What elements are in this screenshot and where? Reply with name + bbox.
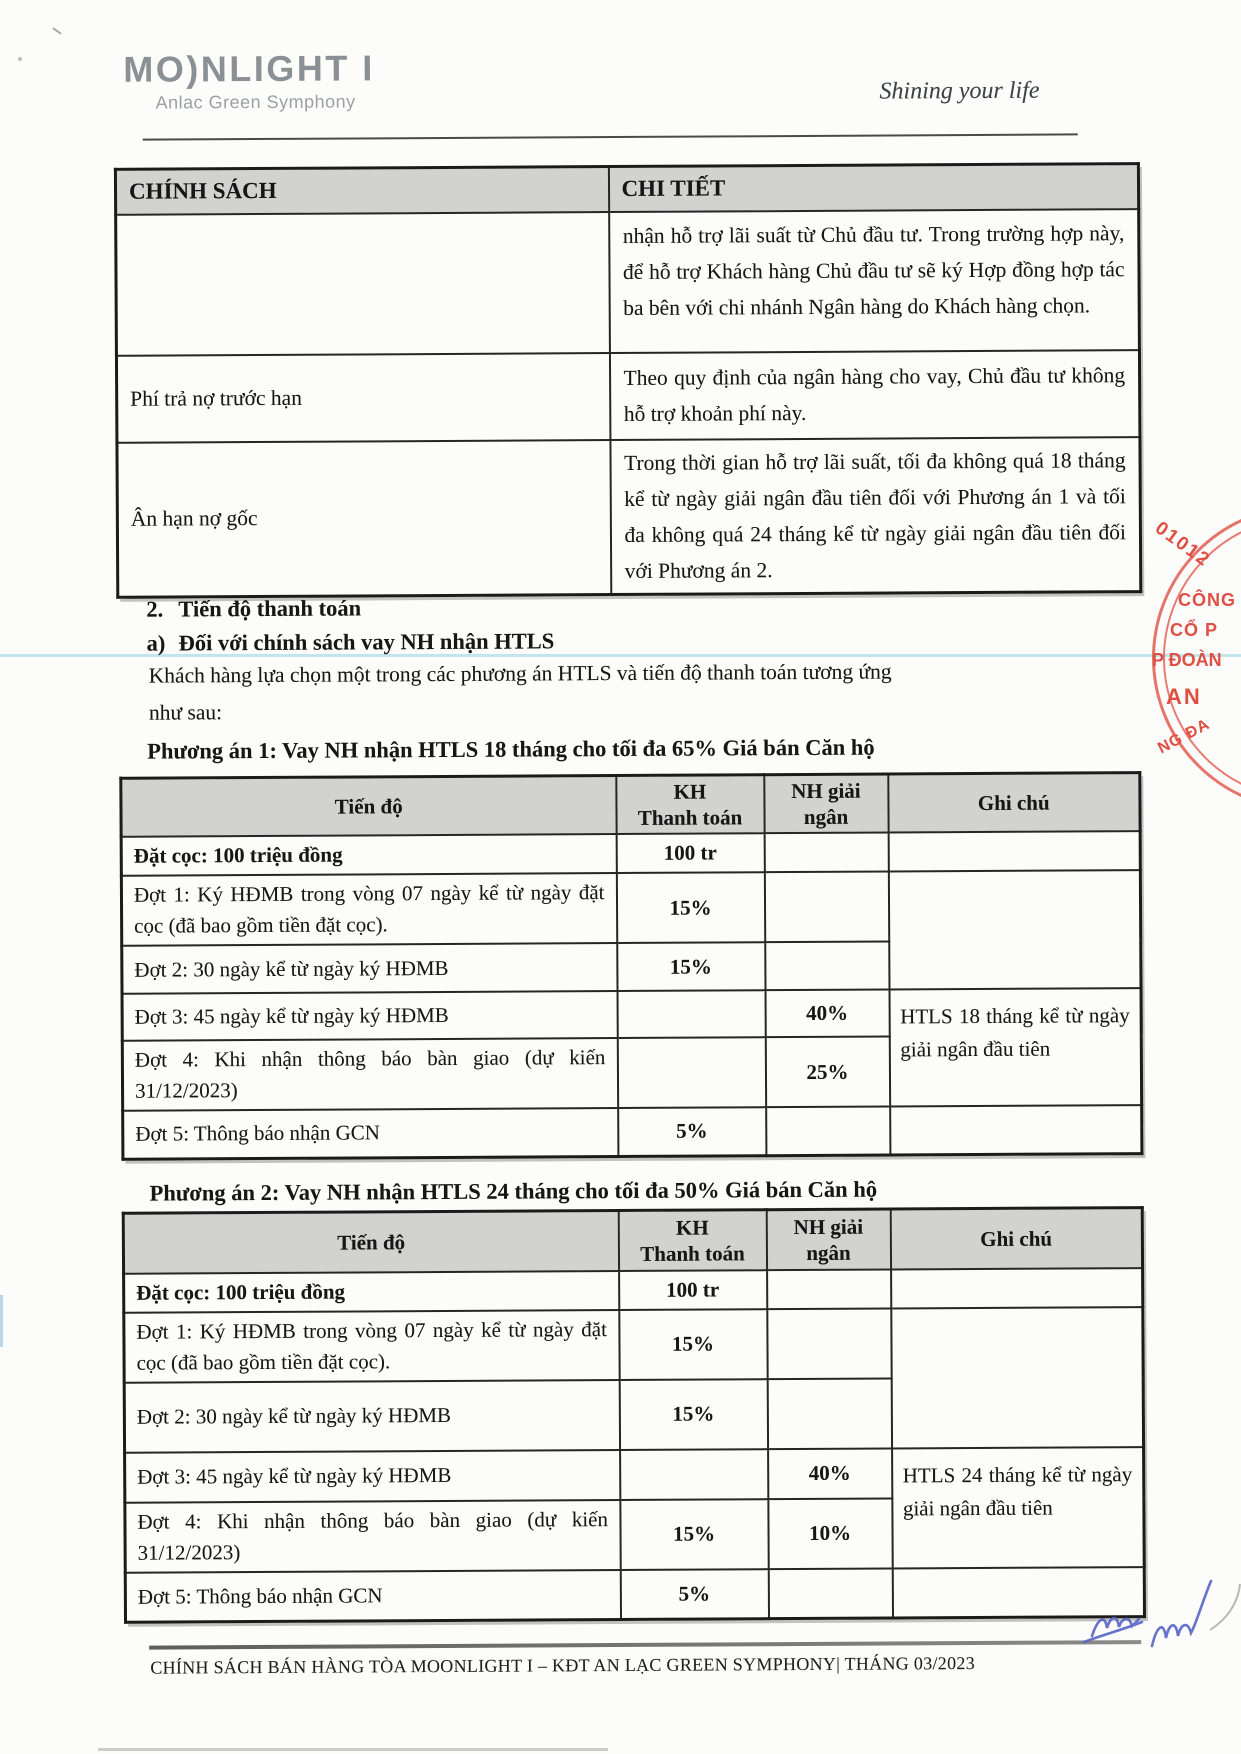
kh-cell: 5%: [618, 1107, 766, 1156]
note-cell: [888, 870, 1141, 989]
stage-column-header: Tiến độ: [123, 1211, 618, 1274]
company-logo: [123, 47, 375, 113]
table-row: [125, 1447, 1144, 1503]
kh-cell: 15%: [619, 1379, 767, 1450]
plan2-title: Phương án 2: Vay NH nhận HTLS 24 tháng cho tối đa 50% Giá bán Căn hộ: [149, 1176, 878, 1206]
nh-column-header: NH giải ngân: [766, 1209, 890, 1270]
note-cell: [888, 831, 1140, 871]
note-cell: [891, 1307, 1144, 1448]
policy-table: [114, 162, 1142, 598]
nh-column-header: NH giải ngân: [764, 774, 888, 833]
kh-column-header: KH Thanh toán: [618, 1210, 766, 1271]
payment-table-header-row: [121, 773, 1140, 837]
policy-table-header-row: [115, 164, 1138, 215]
stage-column-header: Tiến độ: [121, 776, 616, 837]
kh-cell: 100 tr: [619, 1270, 767, 1310]
payment-table-header-row: [123, 1208, 1142, 1274]
policy-cell: Ân hạn nợ gốc: [117, 440, 611, 597]
kh-cell: [617, 990, 765, 1038]
kh-cell: [617, 1037, 765, 1108]
section-heading-text: Tiến độ thanh toán: [178, 595, 362, 622]
kh-cell: [620, 1449, 768, 1500]
table-row: [117, 437, 1141, 597]
detail-cell: Trong thời gian hỗ trợ lãi suất, tối đa không quá 18 tháng kể từ ngày giải ngân đầu tiên đối với Phương án 1 và tối đa không quá 24 tháng kể từ ngày giải ngân đầu tiên đối với Phương án 2.: [610, 437, 1141, 594]
footer-divider: [149, 1640, 1141, 1650]
nh-cell: [765, 941, 889, 990]
brand-tagline: Shining your life: [879, 77, 1040, 105]
kh-cell: 5%: [620, 1569, 768, 1620]
kh-column-header: KH Thanh toán: [616, 775, 764, 834]
table-row: [122, 988, 1141, 1041]
table-row: [123, 1105, 1142, 1159]
stage-cell: Đợt 2: 30 ngày kể từ ngày ký HĐMB: [122, 943, 617, 994]
kh-cell: 15%: [617, 942, 765, 991]
stamp-text-fragment: CỔ P: [1170, 620, 1219, 640]
note-column-header: Ghi chú: [890, 1208, 1142, 1269]
note-cell: HTLS 24 tháng kể từ ngày giải ngân đầu tiên: [892, 1447, 1145, 1568]
kh-cell: 100 tr: [616, 833, 764, 873]
table-row: [116, 350, 1139, 443]
note-cell: HTLS 18 tháng kể từ ngày giải ngân đầu tiên: [889, 988, 1142, 1106]
detail-column-header: CHI TIẾT: [608, 164, 1138, 212]
stage-cell: Đợt 4: Khi nhận thông báo bàn giao (dự kiến 31/12/2023): [125, 1500, 620, 1573]
footer-text: CHÍNH SÁCH BÁN HÀNG TÒA MOONLIGHT I – KĐT AN LẠC GREEN SYMPHONY| THÁNG 03/2023: [150, 1653, 976, 1678]
section-heading: [146, 595, 361, 622]
stage-cell: Đặt cọc: 100 triệu đồng: [124, 1271, 619, 1313]
stage-cell: Đợt 5: Thông báo nhận GCN: [123, 1108, 618, 1159]
nh-cell: [767, 1269, 891, 1309]
nh-cell: [768, 1568, 892, 1619]
logo-wordmark: MO)NLIGHT I: [123, 47, 375, 90]
nh-cell: 40%: [768, 1448, 892, 1499]
stamp-text-fragment: CÔNG: [1178, 590, 1236, 610]
nh-cell: [767, 1308, 891, 1379]
signature-ink: [1072, 1572, 1222, 1662]
kh-cell: 15%: [620, 1499, 768, 1570]
scan-artifact-curve: [1208, 1582, 1241, 1632]
detail-cell: nhận hỗ trợ lãi suất từ Chủ đầu tư. Trong trường hợp này, để hỗ trợ Khách hàng Chủ đầu tư sẽ ký Hợp đồng hợp tác ba bên với chi nhánh Ngân hàng do Khách hàng chọn.: [609, 209, 1140, 353]
table-row: [124, 1307, 1143, 1383]
nh-cell: [764, 833, 888, 873]
stage-cell: Đợt 1: Ký HĐMB trong vòng 07 ngày kể từ ngày đặt cọc (đã bao gồm tiền đặt cọc).: [121, 873, 616, 946]
policy-cell: Phí trả nợ trước hạn: [116, 353, 609, 443]
stage-cell: Đợt 2: 30 ngày kể từ ngày ký HĐMB: [124, 1380, 619, 1453]
kh-cell: 15%: [619, 1309, 767, 1380]
stage-cell: Đợt 3: 45 ngày kể từ ngày ký HĐMB: [125, 1450, 620, 1503]
kh-cell: 15%: [616, 872, 764, 943]
note-cell: [890, 1105, 1142, 1154]
stage-cell: Đợt 4: Khi nhận thông báo bàn giao (dự kiến 31/12/2023): [122, 1038, 617, 1111]
item-heading-text: Đối với chính sách vay NH nhận HTLS: [178, 628, 555, 656]
stamp-text-fragment: AN: [1166, 684, 1202, 709]
table-row: [124, 1268, 1143, 1313]
table-row: [116, 209, 1140, 356]
policy-cell: [116, 212, 610, 356]
stamp-text-fragment: P ĐOÀN: [1152, 650, 1222, 670]
policy-column-header: CHÍNH SÁCH: [115, 167, 608, 215]
nh-cell: [766, 1106, 890, 1155]
table-row: [121, 831, 1140, 876]
nh-cell: 25%: [765, 1036, 889, 1107]
note-column-header: Ghi chú: [888, 773, 1140, 833]
body-paragraph-line: Khách hàng lựa chọn một trong các phương án HTLS và tiến độ thanh toán tương ứng: [148, 659, 892, 688]
item-letter: a): [146, 630, 166, 656]
plan2-payment-table: [122, 1206, 1146, 1624]
nh-cell: [767, 1378, 891, 1449]
plan1-payment-table: [119, 771, 1143, 1160]
stamp-text-fragment: 01012: [1151, 517, 1215, 572]
body-paragraph-line: như sau:: [148, 700, 223, 725]
note-cell: [891, 1268, 1143, 1308]
stage-cell: Đợt 1: Ký HĐMB trong vòng 07 ngày kể từ ngày đặt cọc (đã bao gồm tiền đặt cọc).: [124, 1310, 619, 1383]
stage-cell: Đợt 3: 45 ngày kể từ ngày ký HĐMB: [122, 991, 617, 1041]
nh-cell: 40%: [765, 989, 889, 1037]
logo-subtitle: Anlac Green Symphony: [155, 91, 356, 113]
stage-cell: Đặt cọc: 100 triệu đồng: [121, 834, 616, 876]
header-divider: [143, 133, 1078, 140]
detail-cell: Theo quy định của ngân hàng cho vay, Chủ đầu tư không hỗ trợ khoản phí này.: [609, 350, 1139, 440]
section-item-heading: [146, 628, 554, 656]
plan1-title: Phương án 1: Vay NH nhận HTLS 18 tháng cho tối đa 65% Giá bán Căn hộ: [147, 734, 875, 764]
section-number: 2.: [146, 596, 164, 622]
table-row: [125, 1567, 1144, 1623]
nh-cell: [764, 872, 888, 943]
stage-cell: Đợt 5: Thông báo nhận GCN: [125, 1570, 620, 1623]
nh-cell: 10%: [768, 1498, 892, 1569]
table-row: [121, 870, 1140, 946]
stamp-text-fragment: NG ĐA: [1155, 715, 1214, 758]
